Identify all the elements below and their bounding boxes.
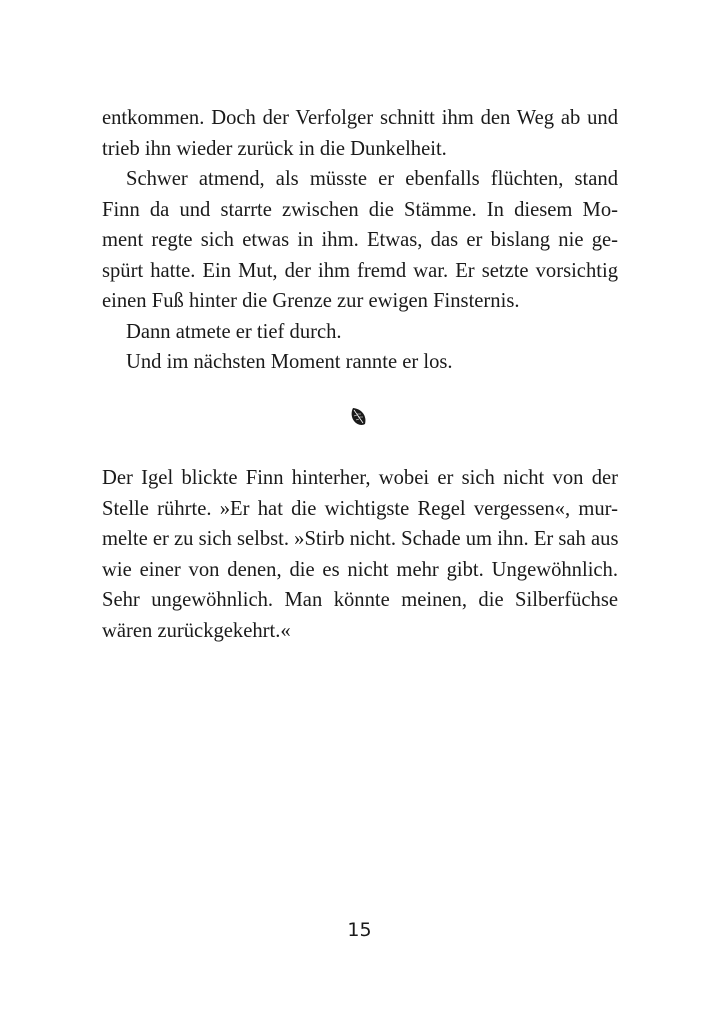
text-line: Stelle rührte. »Er hat die wichtigste Regel vergessen«, mur- (102, 497, 618, 520)
text-line: entkommen. Doch der Verfolger schnitt ihm den Weg ab und (102, 107, 618, 129)
text-line: Schwer atmend, als müsste er ebenfalls flüchten, stand (126, 168, 618, 190)
text-line: Und im nächsten Moment rannte er los. (126, 351, 453, 373)
text-line: Sehr ungewöhnlich. Man könnte meinen, die Silberfüchse (102, 589, 618, 611)
text-line: wie einer von denen, die es nicht mehr gibt. Ungewöhnlich. (102, 558, 618, 581)
text-line: Der Igel blickte Finn hinterher, wobei er sich nicht von der (102, 467, 618, 489)
text-line: Finn da und starrte zwischen die Stämme. In diesem Mo- (102, 198, 618, 221)
text-line: trieb ihn wieder zurück in die Dunkelheit. (102, 137, 447, 160)
text-line: einen Fuß hinter die Grenze zur ewigen Finsternis. (102, 290, 520, 312)
text-line: ment regte sich etwas in ihm. Etwas, das er bislang nie ge- (102, 229, 618, 251)
text-line: spürt hatte. Ein Mut, der ihm fremd war. Er setzte vorsichtig (102, 259, 618, 282)
paragraph-block-1 (102, 103, 618, 378)
text-line: melte er zu sich selbst. »Stirb nicht. Schade um ihn. Er sah aus (102, 528, 619, 550)
text-line: Dann atmete er tief durch. (126, 320, 342, 343)
leaf-icon (350, 406, 368, 428)
paragraph-block-2 (102, 463, 618, 646)
page-number: 15 (347, 919, 372, 941)
text-line: wären zurückgekehrt.« (102, 619, 291, 642)
